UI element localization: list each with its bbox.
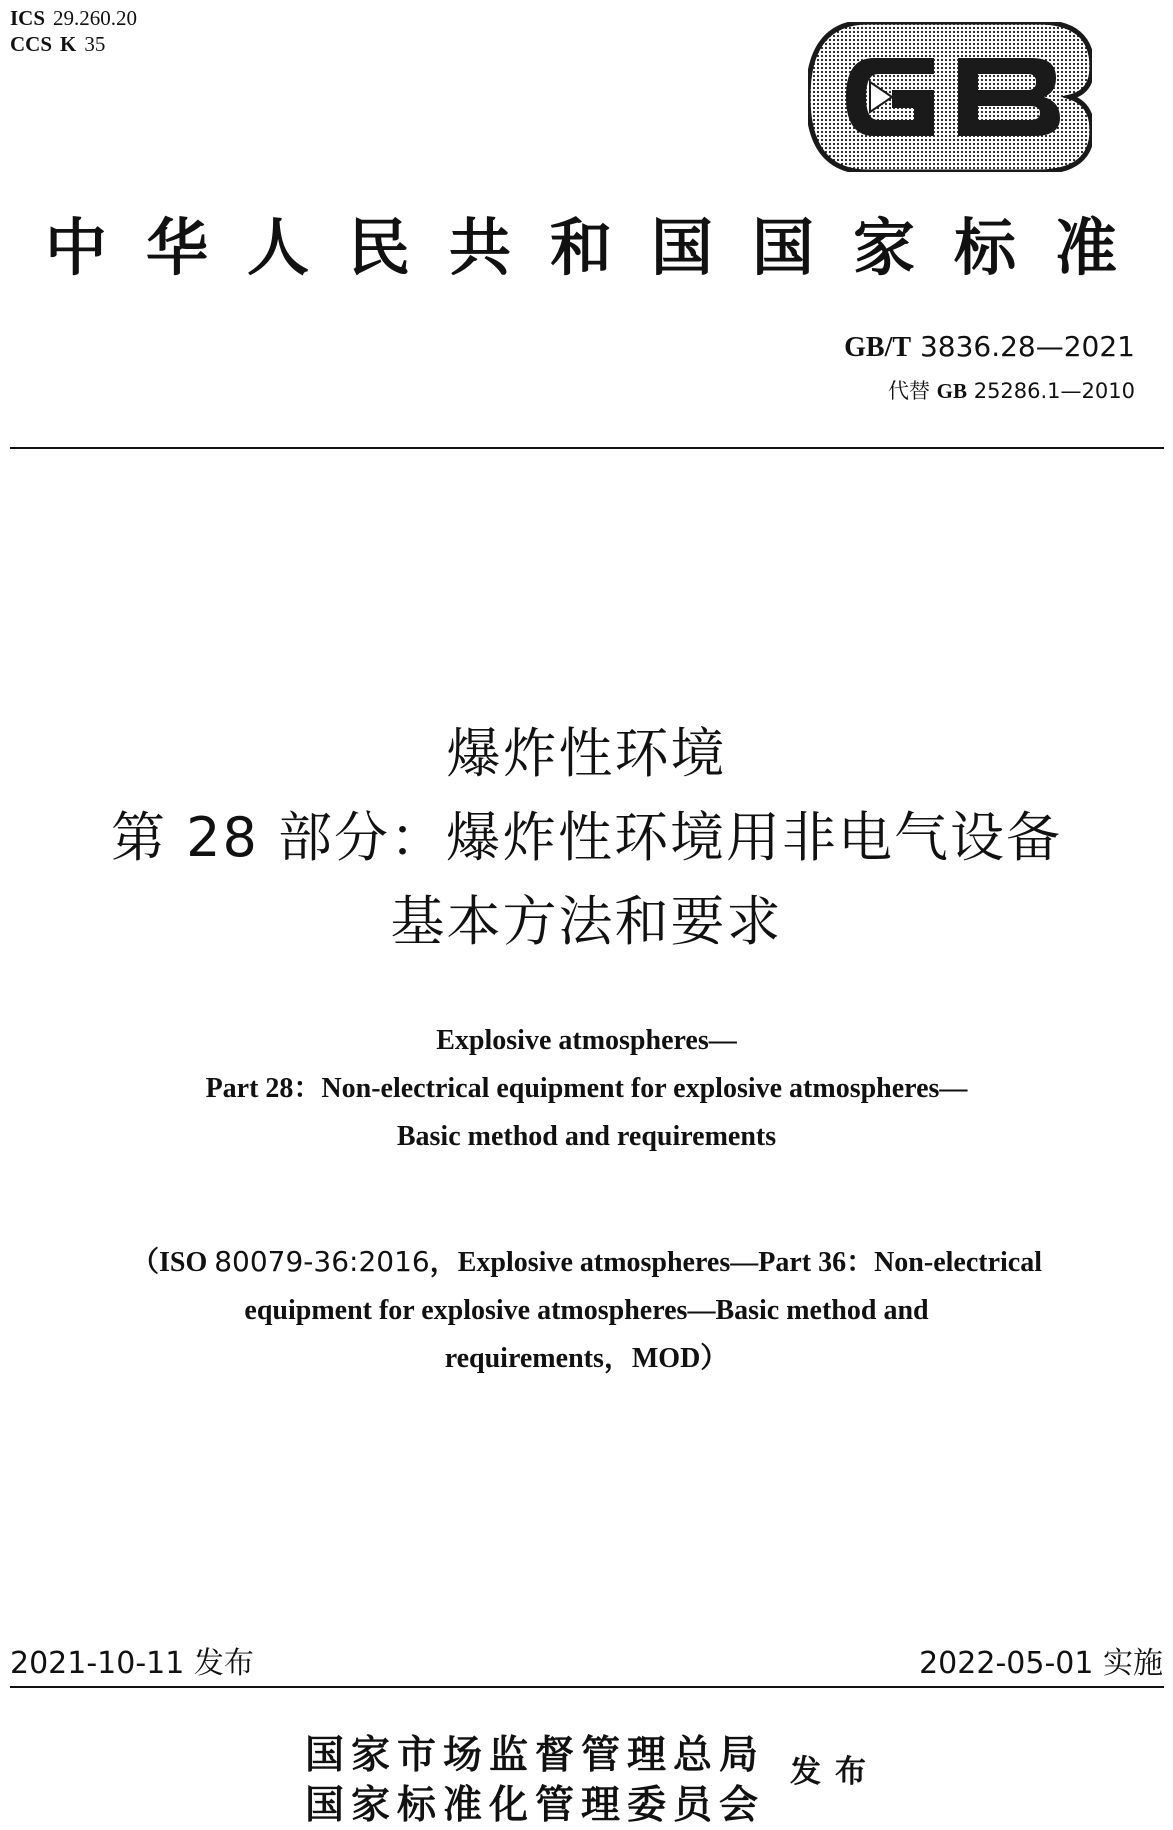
issuing-authorities [305, 1730, 765, 1830]
english-title [0, 1017, 1173, 1161]
chinese-title [0, 712, 1173, 964]
ics-label: ICS [10, 6, 46, 30]
gb-logo [808, 22, 1092, 172]
ccs-code [10, 32, 105, 56]
ics-value: 29.260.20 [53, 6, 138, 30]
implementation-date-label: 实施 [1103, 1646, 1163, 1681]
replaces-label: 代替 [887, 379, 930, 403]
standard-number [844, 330, 1135, 365]
issuer-2: 国家标准化管理委员会 [305, 1782, 766, 1828]
english-title-line1: Explosive atmospheres— [436, 1025, 737, 1056]
iso-rest: ，Explosive atmospheres—Part 36：Non-electrical [429, 1247, 1043, 1278]
iso-reference [0, 1238, 1173, 1383]
ccs-letter: K [60, 32, 77, 56]
implementation-date-value: 2022-05-01 [919, 1646, 1094, 1681]
issue-date-label: 发布 [193, 1646, 254, 1681]
standard-title: 中华人民共和国国家标准 [44, 211, 1156, 284]
top-divider [10, 447, 1164, 449]
issue-date-value: 2021-10-11 [10, 1646, 185, 1681]
chinese-title-line3: 基本方法和要求 [390, 890, 783, 953]
bottom-divider [10, 1686, 1164, 1688]
replaces-number: 25286.1—2010 [973, 379, 1135, 403]
iso-reference-line1 [0, 1238, 1173, 1287]
implementation-date [919, 1646, 1163, 1682]
ccs-label: CCS [10, 32, 53, 56]
iso-reference-line3: requirements，MOD） [444, 1343, 729, 1374]
iso-open: （ISO [130, 1247, 215, 1278]
iso-reference-line2: equipment for explosive atmospheres—Basic method and [244, 1295, 929, 1326]
ccs-value: 35 [84, 32, 106, 56]
chinese-title-line1: 爆炸性环境 [446, 722, 727, 785]
standard-number-value: 3836.28—2021 [919, 330, 1135, 363]
issue-date [10, 1646, 254, 1682]
english-title-line2: Part 28：Non-electrical equipment for explosive atmospheres— [205, 1073, 968, 1104]
chinese-title-line2: 第 28 部分：爆炸性环境用非电气设备 [110, 806, 1063, 869]
replaces-prefix: GB [936, 379, 968, 403]
issuer-1: 国家市场监督管理总局 [305, 1732, 766, 1778]
publish-label: 发布 [790, 1754, 880, 1790]
replaces-line [888, 378, 1135, 404]
english-title-line3: Basic method and requirements [396, 1121, 777, 1152]
iso-number: 80079-36:2016 [214, 1245, 430, 1278]
standard-prefix: GB/T [844, 332, 912, 363]
ics-code [10, 6, 137, 30]
